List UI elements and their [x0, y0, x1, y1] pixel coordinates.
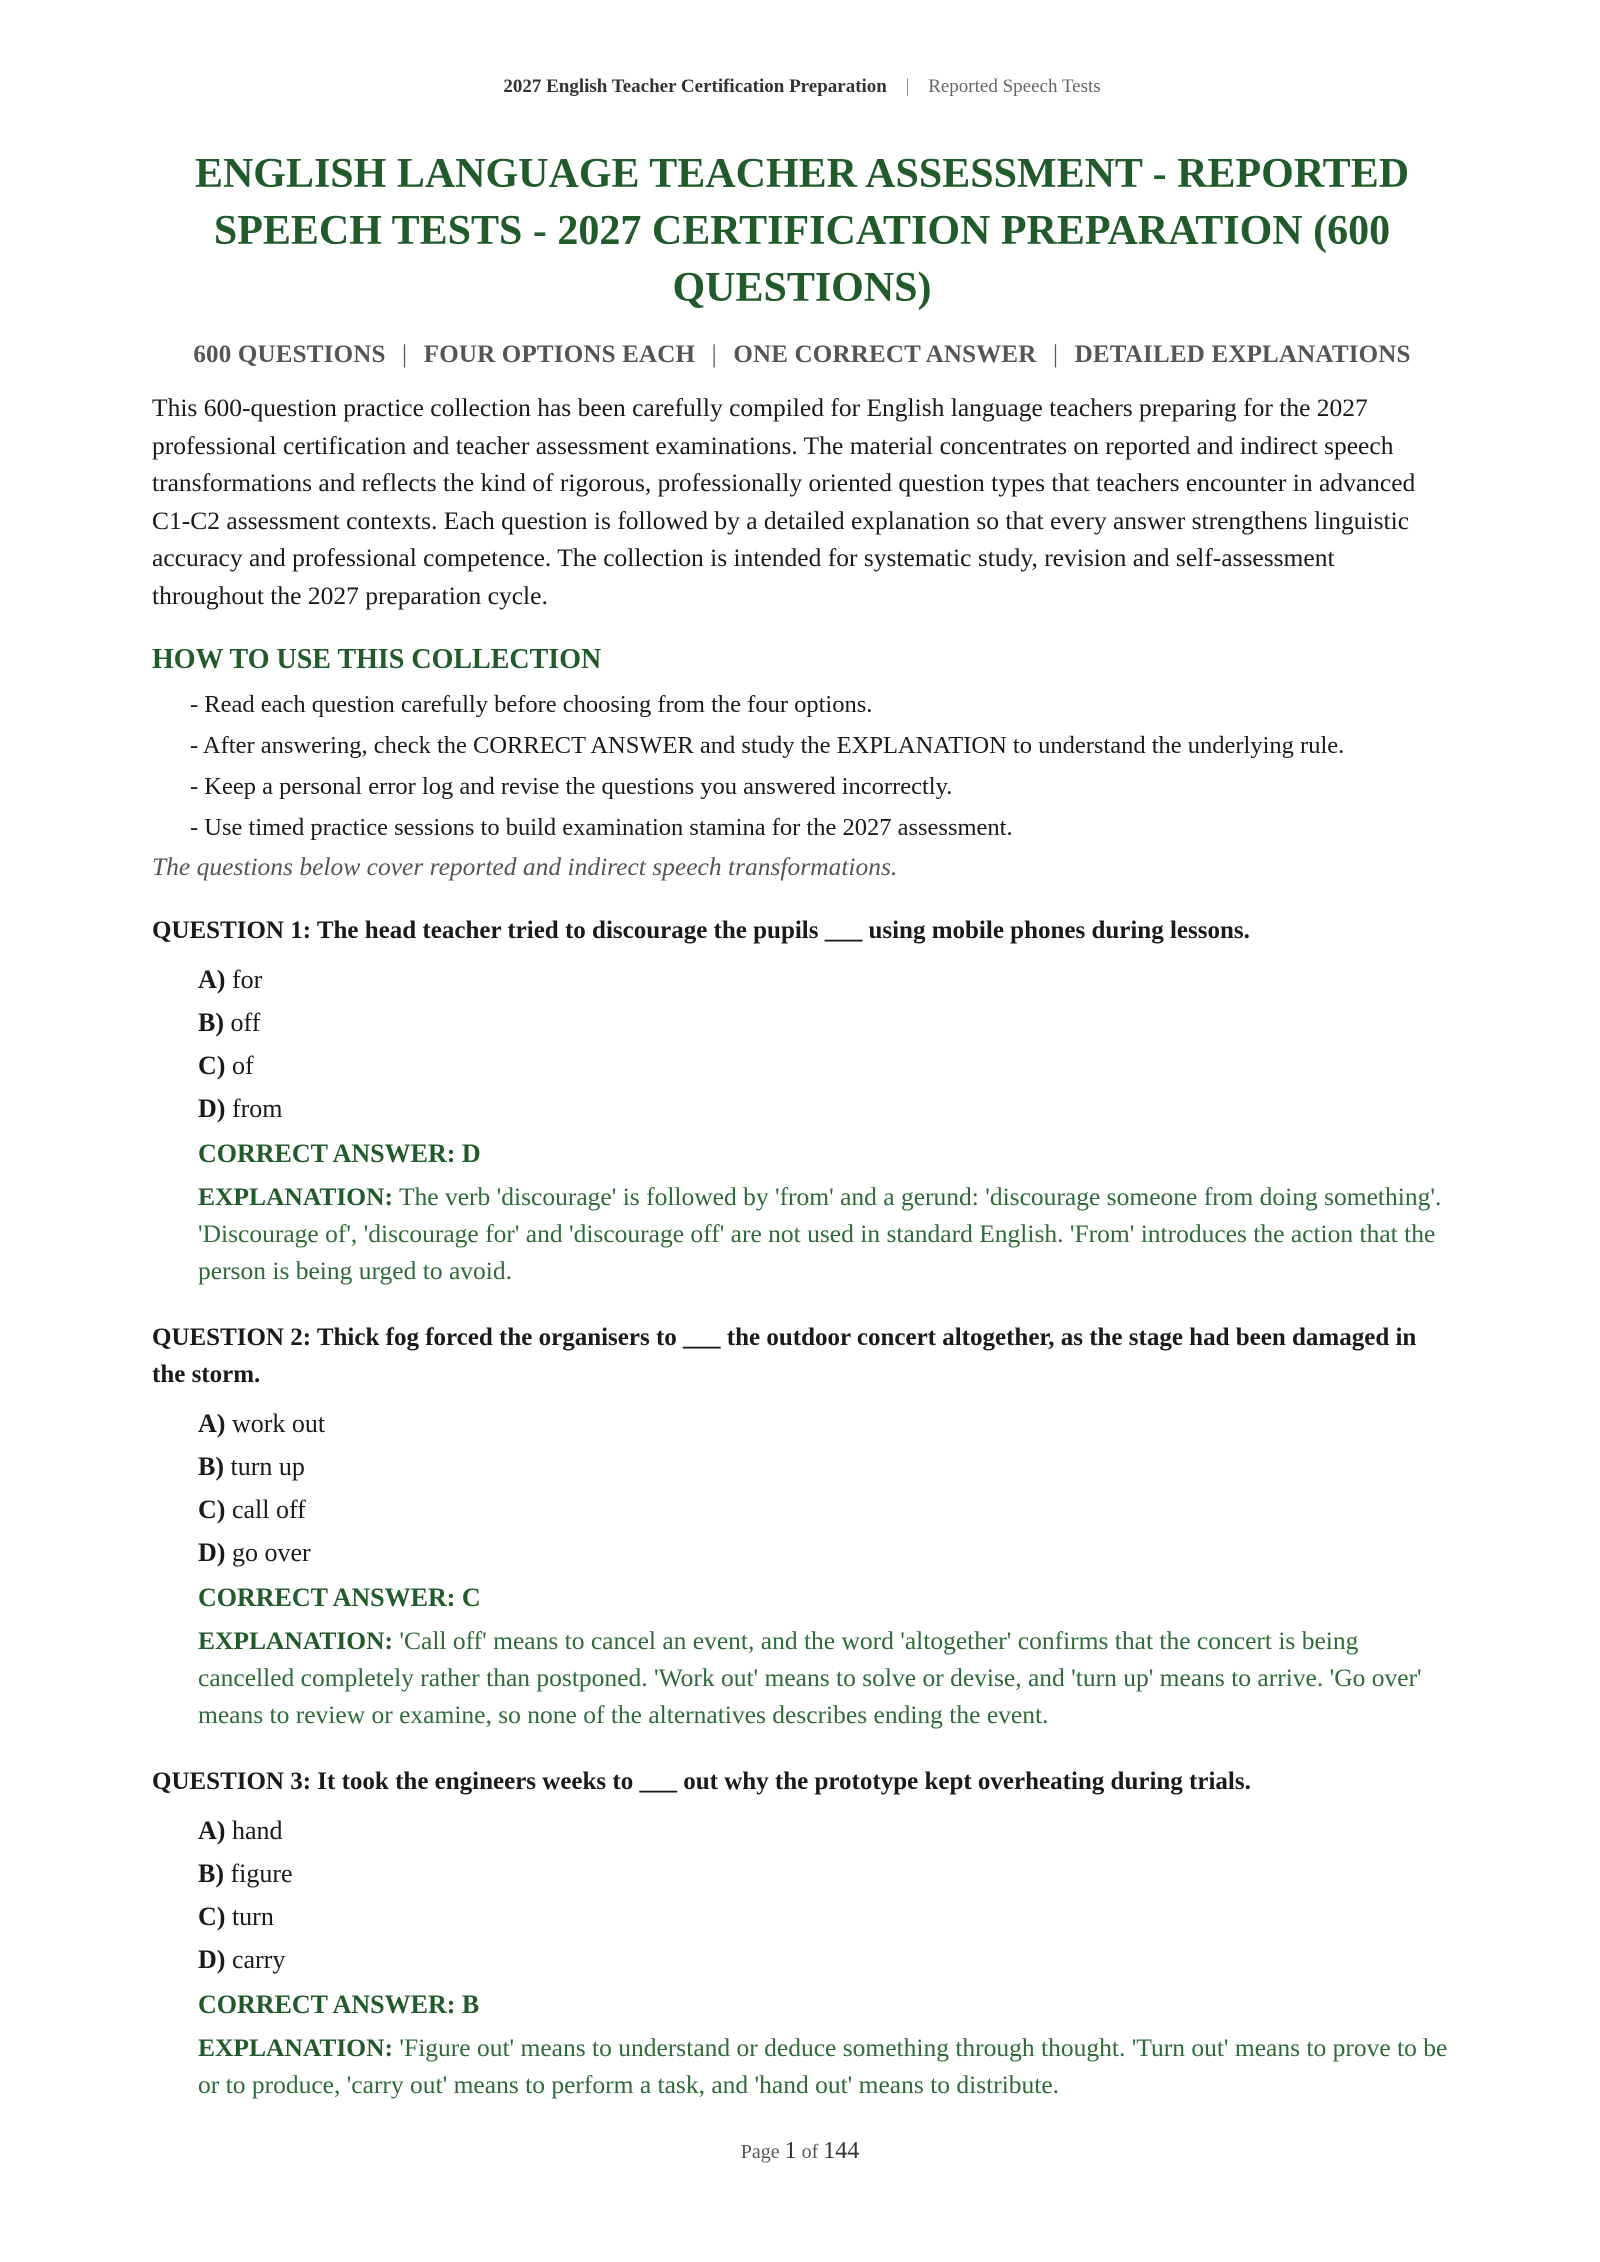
explanation-label: EXPLANATION: [198, 1182, 394, 1211]
option-c [198, 1895, 1452, 1938]
how-to-item: - After answering, check the CORRECT ANSWER and study the EXPLANATION to understand the underlying rule. [190, 732, 1345, 759]
answer-options [198, 958, 1452, 1130]
explanation [198, 2029, 1452, 2103]
page-number: 1 [784, 2138, 797, 2164]
how-to-heading: HOW TO USE THIS COLLECTION [152, 644, 602, 675]
option-text: turn up [230, 1452, 305, 1481]
document-title: ENGLISH LANGUAGE TEACHER ASSESSMENT - REPORTED SPEECH TESTS - 2027 CERTIFICATION PREPARATION (600 QUESTIONS) [194, 151, 1410, 311]
page-word: Page [740, 2141, 780, 2163]
option-letter: A) [198, 1409, 226, 1438]
meta-separator: | [711, 341, 717, 368]
question-block-2 [152, 1319, 1452, 1733]
of-word: of [801, 2141, 819, 2163]
explanation-text: 'Figure out' means to understand or deduce something through thought. 'Turn out' means to prove to be or to produce, 'carry out' means to perform a task, and 'hand out' means to distribute. [198, 2033, 1448, 2099]
total-pages: 144 [823, 2138, 860, 2164]
option-letter: C) [198, 1902, 226, 1931]
page-footer [0, 2138, 1600, 2165]
explanation [198, 1178, 1452, 1289]
option-b [198, 1852, 1452, 1895]
option-text: figure [230, 1859, 293, 1888]
question-block-3 [152, 1763, 1452, 2103]
question-stem: QUESTION 1: The head teacher tried to discourage the pupils ___ using mobile phones during lessons. [152, 917, 1250, 944]
explanation-text: The verb 'discourage' is followed by 'from' and a gerund: 'discourage someone from doing something'. 'Discourage of', 'discourage for' and 'discourage off' are not used in standard English. 'From' introduces the action that the person is being urged to avoid. [198, 1182, 1442, 1285]
option-letter: B) [198, 1452, 224, 1481]
option-text: work out [231, 1409, 326, 1438]
explanation [198, 1622, 1452, 1733]
option-a [198, 1402, 1452, 1445]
option-d [198, 1531, 1452, 1574]
option-letter: C) [198, 1495, 226, 1524]
intro-paragraph: This 600-question practice collection has been carefully compiled for English language teachers preparing for the 2027 professional certification and teacher assessment examinations. The material concentrates on reported and indirect speech transformations and reflects the kind of rigorous, professionally oriented question types that teachers encounter in advanced C1-C2 assessment contexts. Each question is followed by a detailed explanation so that every answer strengthens linguistic accuracy and professional competence. The collection is intended for systematic study, revision and self-assessment throughout the 2027 preparation cycle. [152, 393, 1416, 610]
option-text: from [231, 1094, 283, 1123]
collection-meta [152, 341, 1452, 369]
running-header-title: 2027 English Teacher Certification Preparation [503, 76, 887, 97]
how-to-list [190, 688, 1452, 845]
option-letter: D) [198, 1094, 226, 1123]
option-letter: D) [198, 1538, 226, 1567]
how-to-item: - Keep a personal error log and revise the questions you answered incorrectly. [190, 773, 953, 800]
meta-question-count: 600 QUESTIONS [193, 341, 386, 368]
running-header-section: Reported Speech Tests [928, 76, 1101, 97]
running-header-separator: | [905, 76, 910, 97]
option-a [198, 1809, 1452, 1852]
option-letter: C) [198, 1051, 226, 1080]
how-to-item: - Read each question carefully before choosing from the four options. [190, 691, 873, 718]
explanation-text: 'Call off' means to cancel an event, and the word 'altogether' confirms that the concert is being cancelled completely rather than postponed. 'Work out' means to solve or devise, and 'turn up' means to arrive. 'Go over' means to review or examine, so none of the alternatives describes ending the event. [198, 1626, 1422, 1729]
option-text: carry [231, 1945, 286, 1974]
meta-options-count: FOUR OPTIONS EACH [423, 341, 696, 368]
option-letter: A) [198, 965, 226, 994]
meta-separator: | [1052, 341, 1059, 368]
option-letter: B) [198, 1008, 224, 1037]
option-text: hand [231, 1816, 283, 1845]
option-b [198, 1445, 1452, 1488]
option-text: turn [231, 1902, 274, 1931]
option-a [198, 958, 1452, 1001]
option-letter: B) [198, 1859, 224, 1888]
answer-options [198, 1402, 1452, 1574]
correct-answer: CORRECT ANSWER: C [198, 1583, 481, 1612]
option-text: for [231, 965, 263, 994]
option-d [198, 1087, 1452, 1130]
option-text: of [231, 1051, 254, 1080]
question-stem: QUESTION 2: Thick fog forced the organisers to ___ the outdoor concert altogether, as the stage had been damaged in the storm. [152, 1324, 1417, 1388]
option-c [198, 1044, 1452, 1087]
explanation-label: EXPLANATION: [198, 1626, 394, 1655]
meta-explanations: DETAILED EXPLANATIONS [1074, 341, 1411, 368]
how-to-note: The questions below cover reported and indirect speech transformations. [152, 852, 898, 881]
how-to-item: - Use timed practice sessions to build examination stamina for the 2027 assessment. [190, 814, 1013, 841]
option-c [198, 1488, 1452, 1531]
meta-separator: | [402, 341, 408, 368]
option-text: go over [231, 1538, 311, 1567]
explanation-label: EXPLANATION: [198, 2033, 394, 2062]
option-b [198, 1001, 1452, 1044]
question-stem: QUESTION 3: It took the engineers weeks to ___ out why the prototype kept overheating during trials. [152, 1768, 1251, 1795]
correct-answer: CORRECT ANSWER: D [198, 1139, 481, 1168]
question-block-1 [152, 912, 1452, 1289]
correct-answer: CORRECT ANSWER: B [198, 1990, 480, 2019]
option-d [198, 1938, 1452, 1981]
option-letter: A) [198, 1816, 226, 1845]
option-text: call off [231, 1495, 306, 1524]
option-letter: D) [198, 1945, 226, 1974]
option-text: off [230, 1008, 261, 1037]
running-header [152, 0, 1452, 98]
meta-answer-count: ONE CORRECT ANSWER [733, 341, 1037, 368]
answer-options [198, 1809, 1452, 1981]
